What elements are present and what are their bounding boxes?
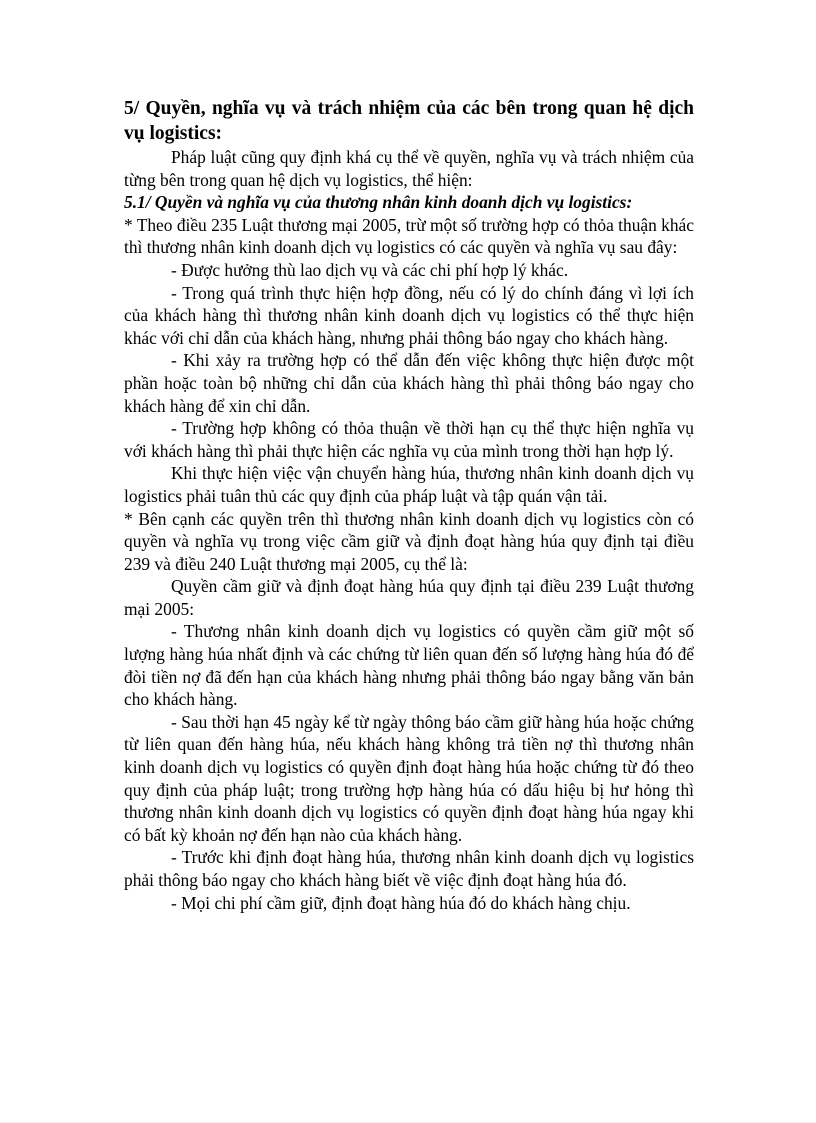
paragraph-transport-compliance: Khi thực hiện việc vận chuyển hàng húa, thương nhân kinh doanh dịch vụ logistics phải tuân thủ các quy định của pháp luật và tập quán vận tải. [124,463,694,506]
paragraph-article-239: Quyền cầm giữ và định đoạt hàng húa quy định tại điều 239 Luật thương mại 2005: [124,576,694,619]
intro-paragraph: Pháp luật cũng quy định khá cụ thể về quyền, nghĩa vụ và trách nhiệm của từng bên trong quan hệ dịch vụ logistics, thể hiện: [124,147,694,190]
list-item-reasonable-time: - Trường hợp không có thỏa thuận về thời hạn cụ thể thực hiện nghĩa vụ với khách hàng thì phải thực hiện các nghĩa vụ của mình trong thời hạn hợp lý. [124,418,694,461]
list-item-retain-goods: - Thương nhân kinh doanh dịch vụ logistics có quyền cầm giữ một số lượng hàng húa nhất định và các chứng từ liên quan đến số lượng hàng húa đó để đòi tiền nợ đã đến hạn của khách hàng nhưng phải thông báo ngay bằng văn bản cho khách hàng. [124,621,694,710]
list-item-notify-customer: - Khi xảy ra trường hợp có thể dẫn đến việc không thực hiện được một phần hoặc toàn bộ những chỉ dẫn của khách hàng thì phải thông báo ngay cho khách hàng để xin chỉ dẫn. [124,350,694,416]
section-heading: 5/ Quyền, nghĩa vụ và trách nhiệm của các bên trong quan hệ dịch vụ logistics: [124,98,694,144]
list-item-notify-disposal: - Trước khi định đoạt hàng húa, thương nhân kinh doanh dịch vụ logistics phải thông báo ngay cho khách hàng biết về việc định đoạt hàng húa đó. [124,847,694,890]
paragraph-lien-rights: * Bên cạnh các quyền trên thì thương nhân kinh doanh dịch vụ logistics còn có quyền và nghĩa vụ trong việc cầm giữ và định đoạt hàng húa quy định tại điều 239 và điều 240 Luật thương mại 2005, cụ thể là: [124,508,694,574]
list-item-deviate-instructions: - Trong quá trình thực hiện hợp đồng, nếu có lý do chính đáng vì lợi ích của khách hàng thì thương nhân kinh doanh dịch vụ logistics có thể thực hiện khác với chỉ dẫn của khách hàng, nhưng phải thông báo ngay cho khách hàng. [124,282,694,348]
list-item-remuneration: - Được hưởng thù lao dịch vụ và các chi phí hợp lý khác. [171,259,569,280]
list-item-costs: - Mọi chi phí cầm giữ, định đoạt hàng húa đó do khách hàng chịu. [171,892,631,913]
paragraph-article-235: * Theo điều 235 Luật thương mại 2005, trừ một số trường hợp có thỏa thuận khác thì thương nhân kinh doanh dịch vụ logistics có các quyền và nghĩa vụ sau đây: [124,214,694,258]
section-heading-block [124,96,694,146]
list-item-45-days: - Sau thời hạn 45 ngày kể từ ngày thông báo cầm giữ hàng húa hoặc chứng từ liên quan đến hàng húa, nếu khách hàng không trả tiền nợ thì thương nhân kinh doanh dịch vụ logistics có quyền định đoạt hàng húa hoặc chứng từ đó theo quy định của pháp luật; trong trường hợp hàng húa có dấu hiệu bị hư hỏng thì thương nhân kinh doanh dịch vụ logistics có quyền định đoạt hàng húa ngay khi có bất kỳ khoản nợ đến hạn nào của khách hàng. [124,711,694,845]
document-page [124,96,694,914]
subsection-heading: 5.1/ Quyền và nghĩa vụ của thương nhân kinh doanh dịch vụ logistics: [124,192,633,213]
